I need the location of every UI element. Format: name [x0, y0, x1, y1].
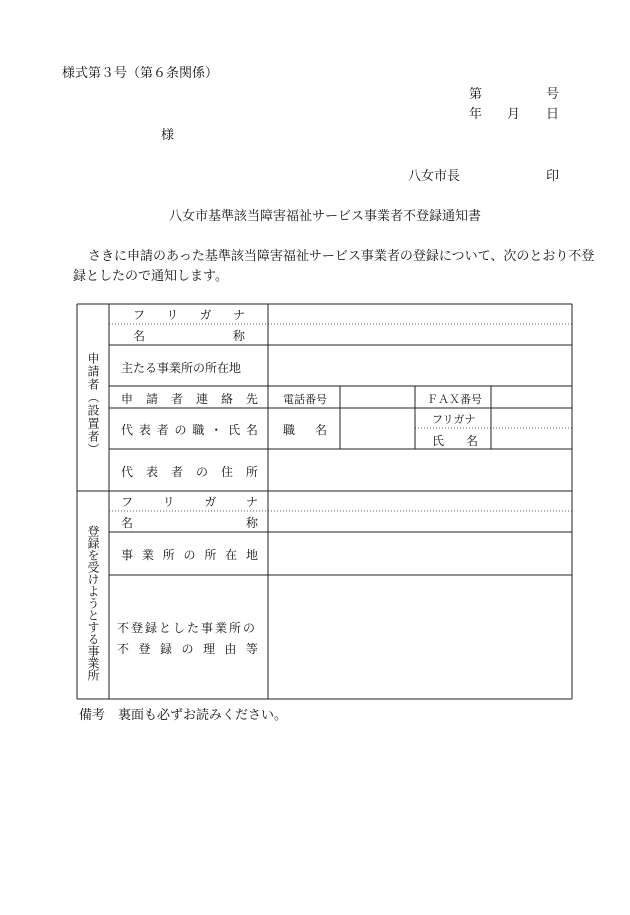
reason-label-line-1: 不登録とした事業所の: [117, 621, 258, 635]
fax-label: ＦＡＸ番号: [427, 393, 482, 406]
reason-label-line-2: 不 登 録 の 理 由 等: [117, 642, 258, 656]
date-year: 年: [469, 107, 483, 122]
document-number-prefix: 第: [469, 87, 483, 102]
document-number-suffix: 号: [546, 87, 560, 102]
office-section-label: 登録を受けようとする事業所: [86, 525, 100, 681]
office-furigana-label: フ リ ガ ナ: [121, 495, 258, 509]
date-month: 月: [507, 107, 521, 122]
rep-address-label: 代 表 者 の 住 所: [121, 465, 258, 479]
body-line-2: 録としたので通知します。: [73, 269, 228, 284]
issuer-seal: 印: [546, 169, 560, 184]
applicant-name-label: 名 称: [133, 329, 245, 343]
rep-furigana-label: フリガナ: [432, 413, 476, 426]
applicant-furigana-label: フ リ ガ ナ: [133, 308, 245, 322]
rep-name-label: 氏 名: [432, 434, 478, 448]
applicant-section-label: 申請者（設置者）: [86, 352, 100, 456]
issuer-name: 八女市長: [408, 169, 461, 184]
body-line-1: さきに申請のあった基準該当障害福祉サービス事業者の登録について、次のとおり不登: [88, 249, 595, 264]
rep-title-name-label: 代 表 者 の 職 ・ 氏 名: [121, 423, 258, 437]
date-day: 日: [546, 107, 560, 122]
document-title: 八女市基準該当障害福祉サービス事業者不登録通知書: [169, 209, 482, 224]
phone-label: 電話番号: [283, 393, 327, 406]
applicant-contact-label: 申 請 者 連 絡 先: [121, 392, 258, 406]
office-name-label: 名 称: [121, 516, 258, 530]
remarks-note: 備考 裏面も必ずお読みください。: [79, 708, 288, 723]
position-label: 職 名: [283, 423, 327, 437]
office-address-label: 事 業 所 の 所 在 地: [121, 548, 258, 562]
form-number: 様式第３号（第６条関係）: [62, 66, 219, 81]
main-office-address-label: 主たる事業所の所在地: [121, 361, 242, 375]
addressee-suffix: 様: [161, 128, 175, 143]
